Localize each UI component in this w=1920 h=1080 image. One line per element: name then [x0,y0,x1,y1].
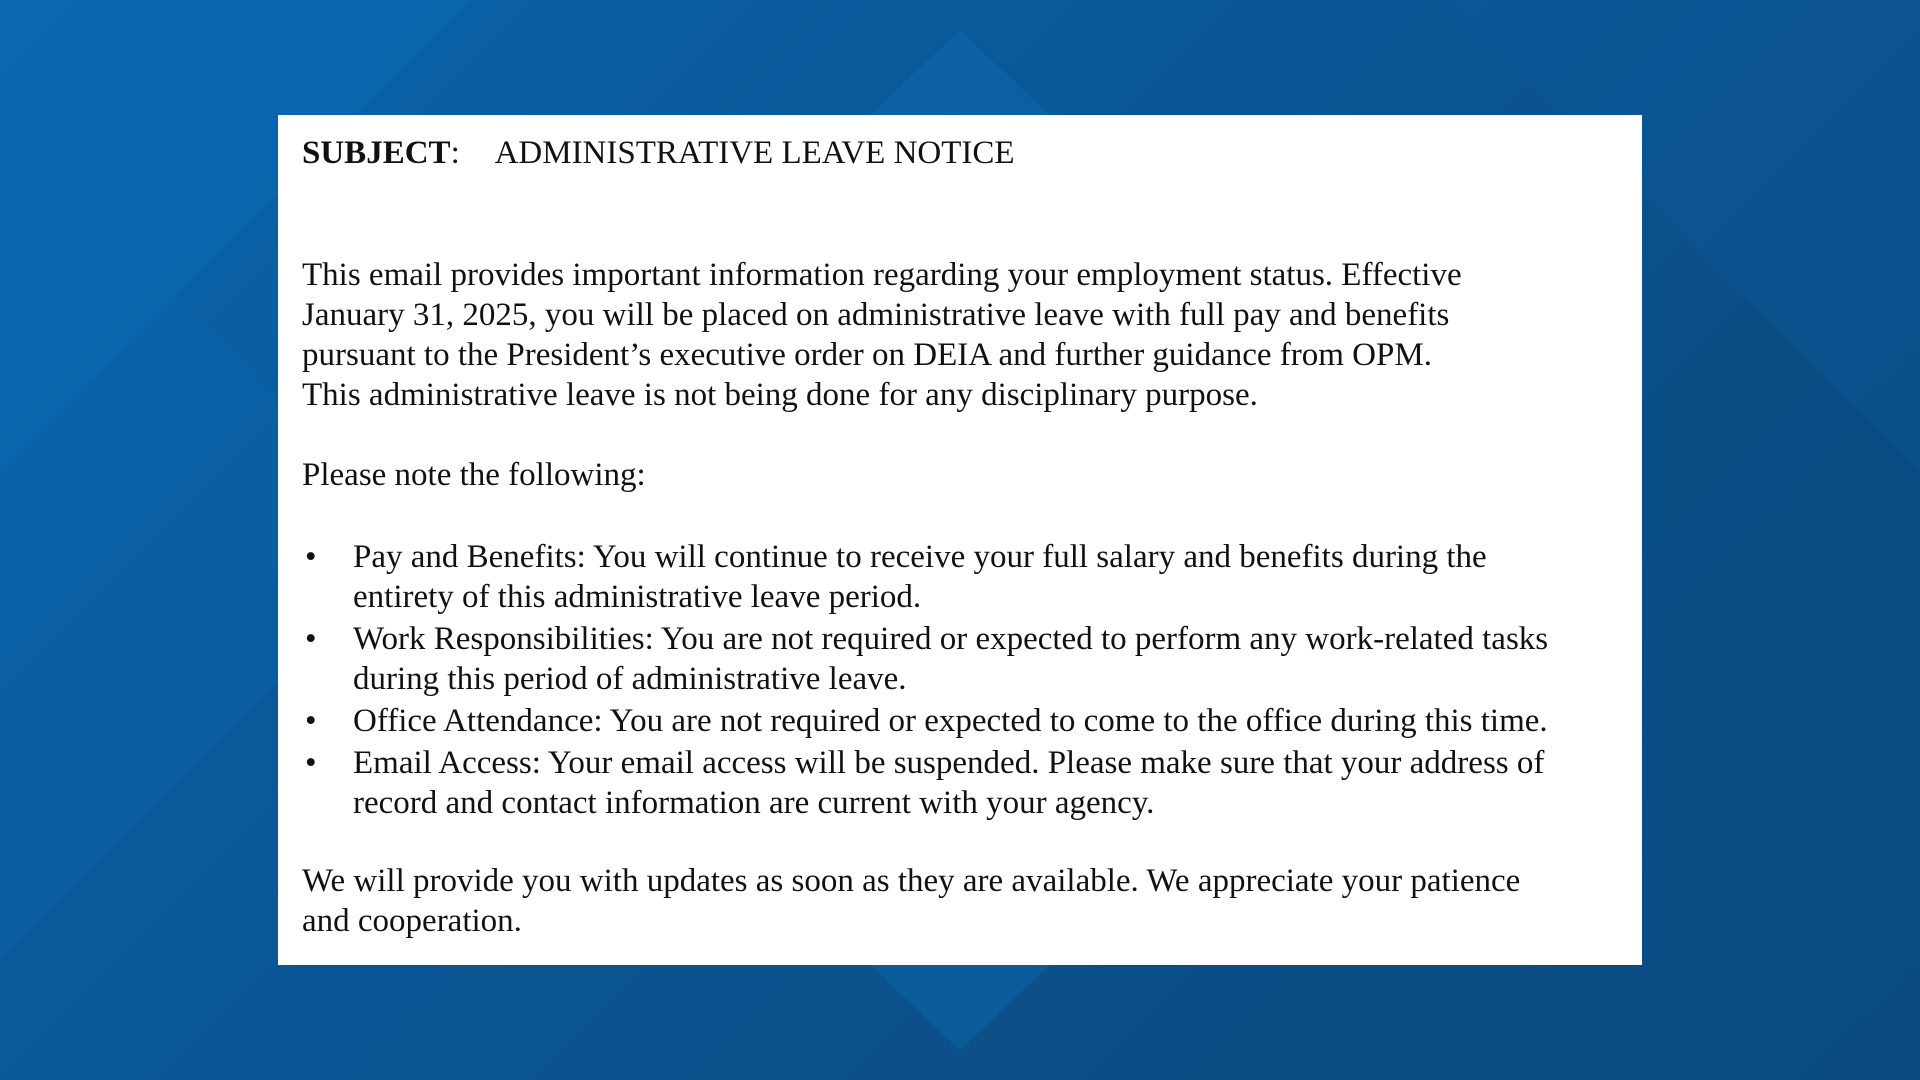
subject-value: ADMINISTRATIVE LEAVE NOTICE [494,135,1015,171]
intro-line: pursuant to the President’s executive order on DEIA and further guidance from OPM. [302,337,1432,373]
list-item [302,619,1626,699]
bullet-line: during this period of administrative leave. [353,661,907,697]
intro-paragraph [302,255,1626,415]
bullet-line: record and contact information are current with your agency. [353,785,1155,821]
subject-colon: : [450,135,460,171]
bullet-line: Pay and Benefits: You will continue to receive your full salary and benefits during the [353,539,1487,575]
subject-label: SUBJECT [302,135,451,171]
bullet-icon: • [305,745,317,781]
bullet-line: entirety of this administrative leave period. [353,579,922,615]
intro-line: This administrative leave is not being done for any disciplinary purpose. [302,377,1258,413]
list-item [302,743,1626,823]
notice-document [278,115,1642,965]
list-item [302,701,1626,741]
subject-line [302,133,1626,173]
intro-line: January 31, 2025, you will be placed on administrative leave with full pay and benefits [302,297,1450,333]
closing-line: and cooperation. [302,903,522,939]
closing-line: We will provide you with updates as soon as they are available. We appreciate your patience [302,863,1521,899]
notice-bullet-list [302,537,1626,823]
bullet-line: Email Access: Your email access will be suspended. Please make sure that your address of [353,745,1545,781]
bullet-line: Work Responsibilities: You are not required or expected to perform any work-related tasks [353,621,1549,657]
bullet-icon: • [305,539,317,575]
note-heading: Please note the following: [302,457,646,493]
bullet-line: Office Attendance: You are not required or expected to come to the office during this time. [353,703,1548,739]
bullet-icon: • [305,621,317,657]
closing-paragraph [302,861,1626,941]
list-item [302,537,1626,617]
intro-line: This email provides important information regarding your employment status. Effective [302,257,1462,293]
bullet-icon: • [305,703,317,739]
